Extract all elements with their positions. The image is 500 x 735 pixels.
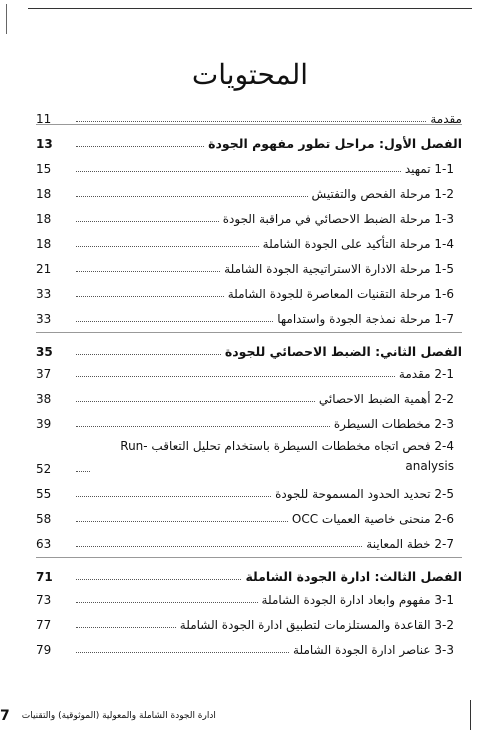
toc-entry — [36, 206, 462, 226]
toc-entry-page: 15 — [36, 162, 52, 176]
toc-entry-page: 33 — [36, 312, 52, 326]
toc-entry-label: 1-6 مرحلة التقنيات المعاصرة للجودة الشاملة — [227, 287, 454, 301]
dot-leader — [76, 221, 219, 222]
toc-entry-label: مقدمة — [430, 112, 462, 126]
toc-entry-label: الفصل الثاني: الضبط الاحصائي للجودة — [224, 344, 462, 359]
toc-entry-page: 37 — [36, 367, 52, 381]
dot-leader — [76, 521, 288, 522]
toc-entry-label: 2-2 أهمية الضبط الاحصائي — [318, 392, 454, 406]
toc-entry-label: 2-1 مقدمة — [398, 367, 454, 381]
toc-entry — [36, 231, 462, 251]
toc-entry-label: 3-1 مفهوم وابعاد ادارة الجودة الشاملة — [261, 593, 454, 607]
dot-leader — [76, 171, 401, 172]
toc-entry-page: 79 — [36, 643, 52, 657]
dot-leader — [76, 146, 204, 147]
toc-entry-page: 21 — [36, 262, 52, 276]
dot-leader — [76, 354, 221, 355]
toc-entry — [36, 531, 462, 551]
toc-entry — [36, 436, 462, 476]
toc-entry-page: 18 — [36, 212, 52, 226]
toc-entry-label: الفصل الأول: مراحل تطور مفهوم الجودة — [208, 136, 462, 151]
toc-entry-label: 2-3 مخططات السيطرة — [333, 417, 454, 431]
toc-entry — [36, 361, 462, 381]
dot-leader — [76, 602, 258, 603]
dot-leader — [76, 471, 90, 472]
dot-leader — [76, 401, 315, 402]
toc-entry — [36, 637, 462, 657]
dot-leader — [76, 496, 271, 497]
footer-divider — [470, 700, 471, 730]
toc-entry — [36, 256, 462, 276]
toc-entry-label: 1-7 مرحلة نمذجة الجودة واستدامها — [277, 312, 454, 326]
dot-leader — [76, 579, 241, 580]
toc-entry-page: 18 — [36, 187, 52, 201]
toc-entry — [36, 612, 462, 632]
section-divider — [36, 332, 462, 333]
toc-entry-page: 39 — [36, 417, 52, 431]
toc-entry — [36, 481, 462, 501]
toc-entry-label: 1-3 مرحلة الضبط الاحصائي في مراقبة الجودة — [222, 212, 454, 226]
toc-entry — [36, 156, 462, 176]
toc-entry-page: 52 — [36, 462, 52, 476]
dot-leader — [76, 121, 426, 122]
toc-chapter-3 — [36, 564, 462, 584]
toc-entry-page: 73 — [36, 593, 52, 607]
toc-entry — [36, 281, 462, 301]
dot-leader — [76, 426, 330, 427]
dot-leader — [76, 546, 362, 547]
margin-mark — [6, 4, 21, 34]
toc-entry-page: 58 — [36, 512, 52, 526]
toc-entry-page: 11 — [36, 112, 52, 126]
toc-entry — [36, 306, 462, 326]
toc-entry-label: 1-5 مرحلة الادارة الاستراتيجية الجودة الشاملة — [224, 262, 454, 276]
toc-entry-page: 33 — [36, 287, 52, 301]
toc-entry-label: 1-2 مرحلة الفحص والتفتيش — [311, 187, 454, 201]
dot-leader — [76, 246, 259, 247]
toc-entry — [36, 386, 462, 406]
toc-entry-page: 35 — [36, 345, 53, 359]
section-divider — [36, 124, 462, 125]
toc-entry-label: 1-4 مرحلة التأكيد على الجودة الشاملة — [262, 237, 454, 251]
toc-entry-label: 3-3 عناصر ادارة الجودة الشاملة — [293, 643, 454, 657]
footer-page-number: 7 — [0, 708, 10, 724]
dot-leader — [76, 376, 395, 377]
page-footer — [0, 705, 500, 727]
toc-entry-introduction — [36, 106, 462, 126]
toc-entry — [36, 587, 462, 607]
toc-entry-page: 55 — [36, 487, 52, 501]
toc-chapter-2 — [36, 339, 462, 359]
toc-entry-page: 18 — [36, 237, 52, 251]
footer-book-title: ادارة الجودة الشاملة والمعولية (الموثوقية) والتقنيات — [21, 711, 216, 721]
dot-leader — [76, 627, 176, 628]
toc-entry-label: 2-4 فحص اتجاه مخططات السيطرة باستخدام تحليل التعاقب Run-analysis — [120, 439, 454, 473]
toc-entry-page: 38 — [36, 392, 52, 406]
dot-leader — [76, 652, 289, 653]
toc-entry — [36, 181, 462, 201]
page-title: المحتويات — [191, 58, 309, 91]
toc-entry-label: 1-1 تمهيد — [404, 162, 454, 176]
toc-entry-page: 77 — [36, 618, 52, 632]
toc-entry-label: 2-6 منحنى خاصية العميات OCC — [291, 512, 454, 526]
dot-leader — [76, 271, 220, 272]
toc-chapter-1 — [36, 131, 462, 151]
dot-leader — [76, 296, 224, 297]
toc-entry-label: 2-5 تحديد الحدود المسموحة للجودة — [275, 487, 454, 501]
toc-entry-page: 71 — [36, 570, 53, 584]
toc-entry — [36, 506, 462, 526]
toc-entry-page: 13 — [36, 137, 53, 151]
toc-entry-page: 63 — [36, 537, 52, 551]
top-rule — [28, 8, 472, 9]
toc-entry-label: 2-7 خطة المعاينة — [366, 537, 454, 551]
section-divider — [36, 557, 462, 558]
toc-entry — [36, 411, 462, 431]
toc-entry-label: الفصل الثالث: ادارة الجودة الشاملة — [245, 569, 462, 584]
dot-leader — [76, 321, 273, 322]
dot-leader — [76, 196, 308, 197]
toc-entry-label: 3-2 القاعدة والمستلزمات لتطبيق ادارة الجودة الشاملة — [179, 618, 454, 632]
